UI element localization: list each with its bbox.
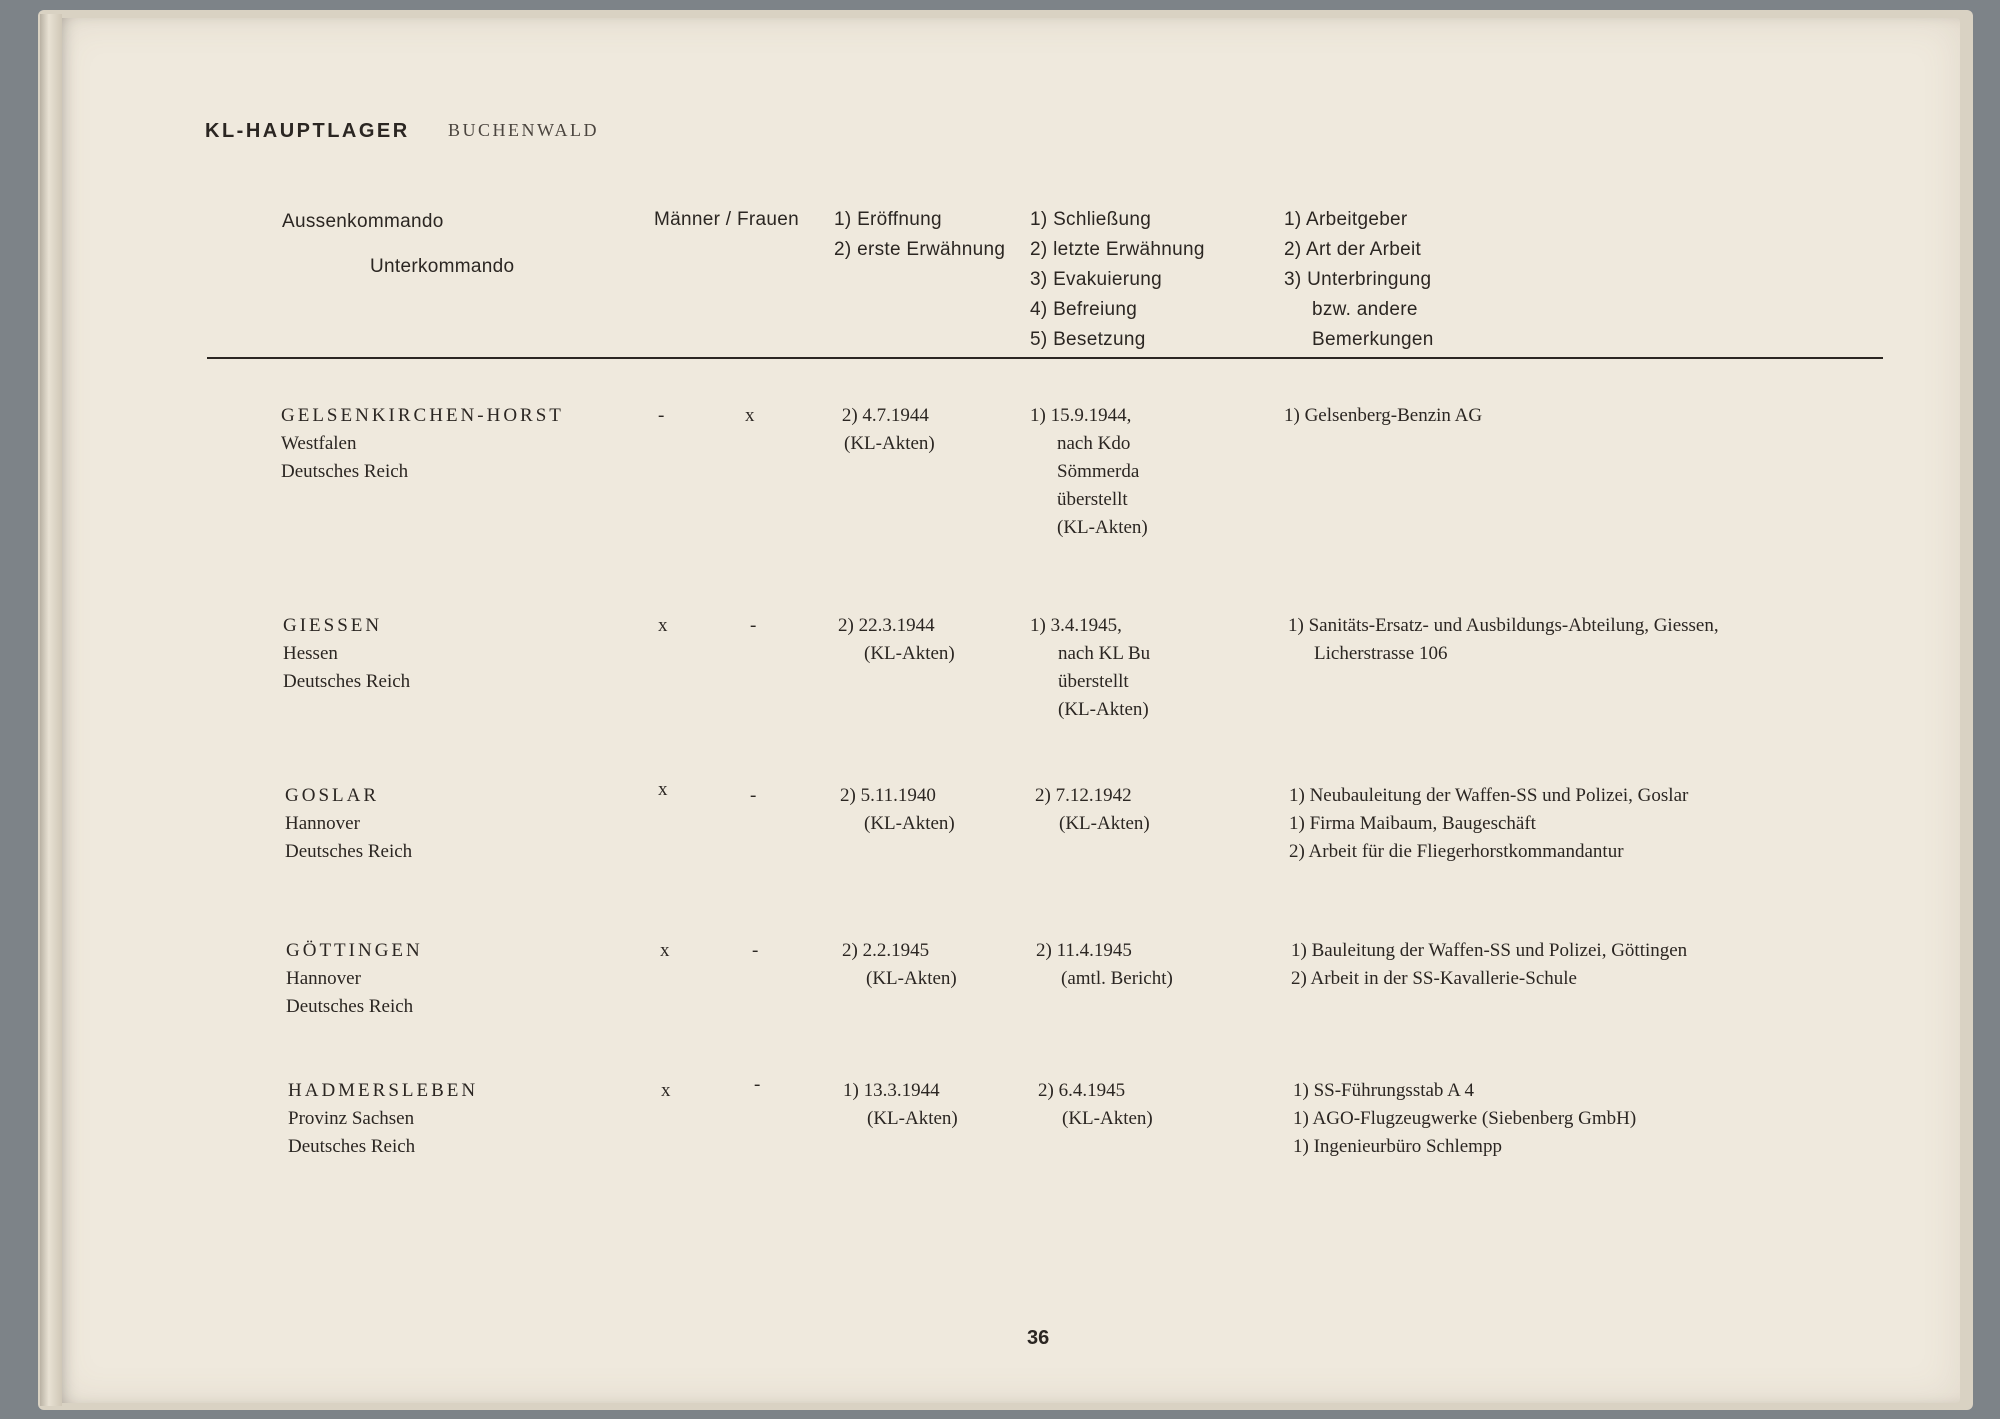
header-rule xyxy=(207,357,1883,359)
closing-cell xyxy=(1036,937,1173,993)
closing-line: überstellt xyxy=(1057,489,1128,510)
camp-region: Provinz Sachsen xyxy=(288,1108,415,1129)
opening-line: 2) 4.7.1944 xyxy=(841,405,929,426)
header-eroeffnung-line: 1) Eröffnung xyxy=(834,209,942,230)
closing-line: (amtl. Bericht) xyxy=(1061,968,1173,989)
closing-cell xyxy=(1038,1077,1153,1133)
closing-line: 2) 6.4.1945 xyxy=(1038,1080,1126,1101)
header-aussenkommando: Aussenkommando xyxy=(282,211,444,232)
remarks-line: Licherstrasse 106 xyxy=(1314,643,1448,664)
header-arbeitgeber-column xyxy=(1284,205,1434,355)
women-mark: - xyxy=(754,1074,761,1095)
remarks-cell xyxy=(1284,402,1482,430)
remarks-cell xyxy=(1288,612,1719,668)
place-cell xyxy=(285,782,412,866)
men-mark: x xyxy=(660,940,670,961)
opening-line: 1) 13.3.1944 xyxy=(843,1080,940,1101)
men-mark: - xyxy=(658,405,665,426)
remarks-line: 1) Gelsenberg-Benzin AG xyxy=(1284,405,1483,426)
closing-line: nach Kdo xyxy=(1057,433,1131,454)
opening-line: (KL-Akten) xyxy=(866,968,957,989)
camp-region: Hannover xyxy=(285,813,360,834)
camp-country: Deutsches Reich xyxy=(285,841,413,862)
closing-line: (KL-Akten) xyxy=(1059,813,1150,834)
women-mark: - xyxy=(750,615,757,636)
page-title-main: KL-HAUPTLAGER xyxy=(205,120,410,142)
men-mark: x xyxy=(658,615,668,636)
place-cell xyxy=(286,937,423,1021)
closing-cell xyxy=(1035,782,1150,838)
opening-cell xyxy=(840,782,955,838)
header-arbeitgeber-line: 1) Arbeitgeber xyxy=(1284,209,1408,230)
closing-line: 2) 7.12.1942 xyxy=(1035,785,1132,806)
remarks-line: 1) Ingenieurbüro Schlempp xyxy=(1293,1136,1502,1157)
opening-cell xyxy=(843,1077,958,1133)
camp-region: Hannover xyxy=(286,968,361,989)
header-schliessung-line: 3) Evakuierung xyxy=(1030,269,1162,290)
header-schliessung-line: 2) letzte Erwähnung xyxy=(1030,239,1205,260)
camp-country: Deutsches Reich xyxy=(281,461,409,482)
opening-line: (KL-Akten) xyxy=(864,813,955,834)
page-number: 36 xyxy=(1027,1327,1050,1349)
header-schliessung-line: 4) Befreiung xyxy=(1030,299,1138,320)
remarks-line: 1) Bauleitung der Waffen-SS und Polizei, Göttingen xyxy=(1291,940,1688,961)
place-cell xyxy=(281,402,564,486)
closing-line: (KL-Akten) xyxy=(1057,517,1148,538)
opening-cell xyxy=(842,937,957,993)
camp-name: GOSLAR xyxy=(285,785,380,806)
camp-name: GIESSEN xyxy=(283,615,383,636)
men-mark: x xyxy=(661,1080,671,1101)
closing-line: 1) 3.4.1945, xyxy=(1030,615,1122,636)
header-eroeffnung-line: 2) erste Erwähnung xyxy=(834,239,1006,260)
closing-line: (KL-Akten) xyxy=(1062,1108,1153,1129)
remarks-line: 1) Sanitäts-Ersatz- und Ausbildungs-Abteilung, Giessen, xyxy=(1288,615,1719,636)
header-schliessung-line: 1) Schließung xyxy=(1030,209,1152,230)
remarks-line: 2) Arbeit für die Fliegerhorstkommandantur xyxy=(1289,841,1624,862)
opening-line: (KL-Akten) xyxy=(844,433,935,454)
page-title-sub: BUCHENWALD xyxy=(448,120,599,140)
closing-line: 2) 11.4.1945 xyxy=(1036,940,1132,961)
header-schliessung-column xyxy=(1030,205,1205,355)
header-arbeitgeber-line: 3) Unterbringung xyxy=(1284,269,1432,290)
camp-name: GELSENKIRCHEN-HORST xyxy=(281,405,564,426)
camp-country: Deutsches Reich xyxy=(283,671,411,692)
remarks-cell xyxy=(1289,782,1688,866)
remarks-cell xyxy=(1293,1077,1636,1161)
women-mark: - xyxy=(752,940,759,961)
remarks-line: 1) SS-Führungsstab A 4 xyxy=(1293,1080,1475,1101)
remarks-line: 1) Firma Maibaum, Baugeschäft xyxy=(1289,813,1536,834)
opening-line: (KL-Akten) xyxy=(864,643,955,664)
closing-cell xyxy=(1030,402,1148,542)
header-maenner-frauen: Männer / Frauen xyxy=(654,209,799,230)
opening-line: 2) 2.2.1945 xyxy=(842,940,930,961)
opening-line: (KL-Akten) xyxy=(867,1108,958,1129)
closing-line: (KL-Akten) xyxy=(1058,699,1149,720)
header-arbeitgeber-line: Bemerkungen xyxy=(1312,329,1434,350)
header-arbeitgeber-line: bzw. andere xyxy=(1312,299,1418,320)
opening-line: 2) 5.11.1940 xyxy=(840,785,936,806)
women-mark: x xyxy=(745,405,755,426)
women-mark: - xyxy=(750,785,757,806)
camp-region: Hessen xyxy=(283,643,338,664)
camp-country: Deutsches Reich xyxy=(286,996,414,1017)
header-schliessung-line: 5) Besetzung xyxy=(1030,329,1146,350)
closing-line: überstellt xyxy=(1058,671,1129,692)
binding-edge xyxy=(40,14,62,1406)
remarks-line: 1) Neubauleitung der Waffen-SS und Polizei, Goslar xyxy=(1289,785,1689,806)
remarks-cell xyxy=(1291,937,1687,993)
opening-cell xyxy=(838,612,955,668)
opening-line: 2) 22.3.1944 xyxy=(838,615,935,636)
closing-line: nach KL Bu xyxy=(1058,643,1151,664)
remarks-line: 2) Arbeit in der SS-Kavallerie-Schule xyxy=(1291,968,1577,989)
closing-cell xyxy=(1030,612,1150,724)
camp-name: GÖTTINGEN xyxy=(286,940,423,961)
closing-line: 1) 15.9.1944, xyxy=(1030,405,1132,426)
men-mark: x xyxy=(658,779,668,800)
camp-name: HADMERSLEBEN xyxy=(288,1080,479,1101)
opening-cell xyxy=(836,402,935,458)
header-arbeitgeber-line: 2) Art der Arbeit xyxy=(1284,239,1422,260)
header-unterkommando: Unterkommando xyxy=(370,256,515,277)
closing-line: Sömmerda xyxy=(1057,461,1140,482)
camp-country: Deutsches Reich xyxy=(288,1136,416,1157)
camp-region: Westfalen xyxy=(281,433,357,454)
header-eroeffnung-column xyxy=(834,205,1005,265)
remarks-line: 1) AGO-Flugzeugwerke (Siebenberg GmbH) xyxy=(1293,1108,1637,1129)
place-cell xyxy=(288,1077,478,1161)
place-cell xyxy=(283,612,410,696)
